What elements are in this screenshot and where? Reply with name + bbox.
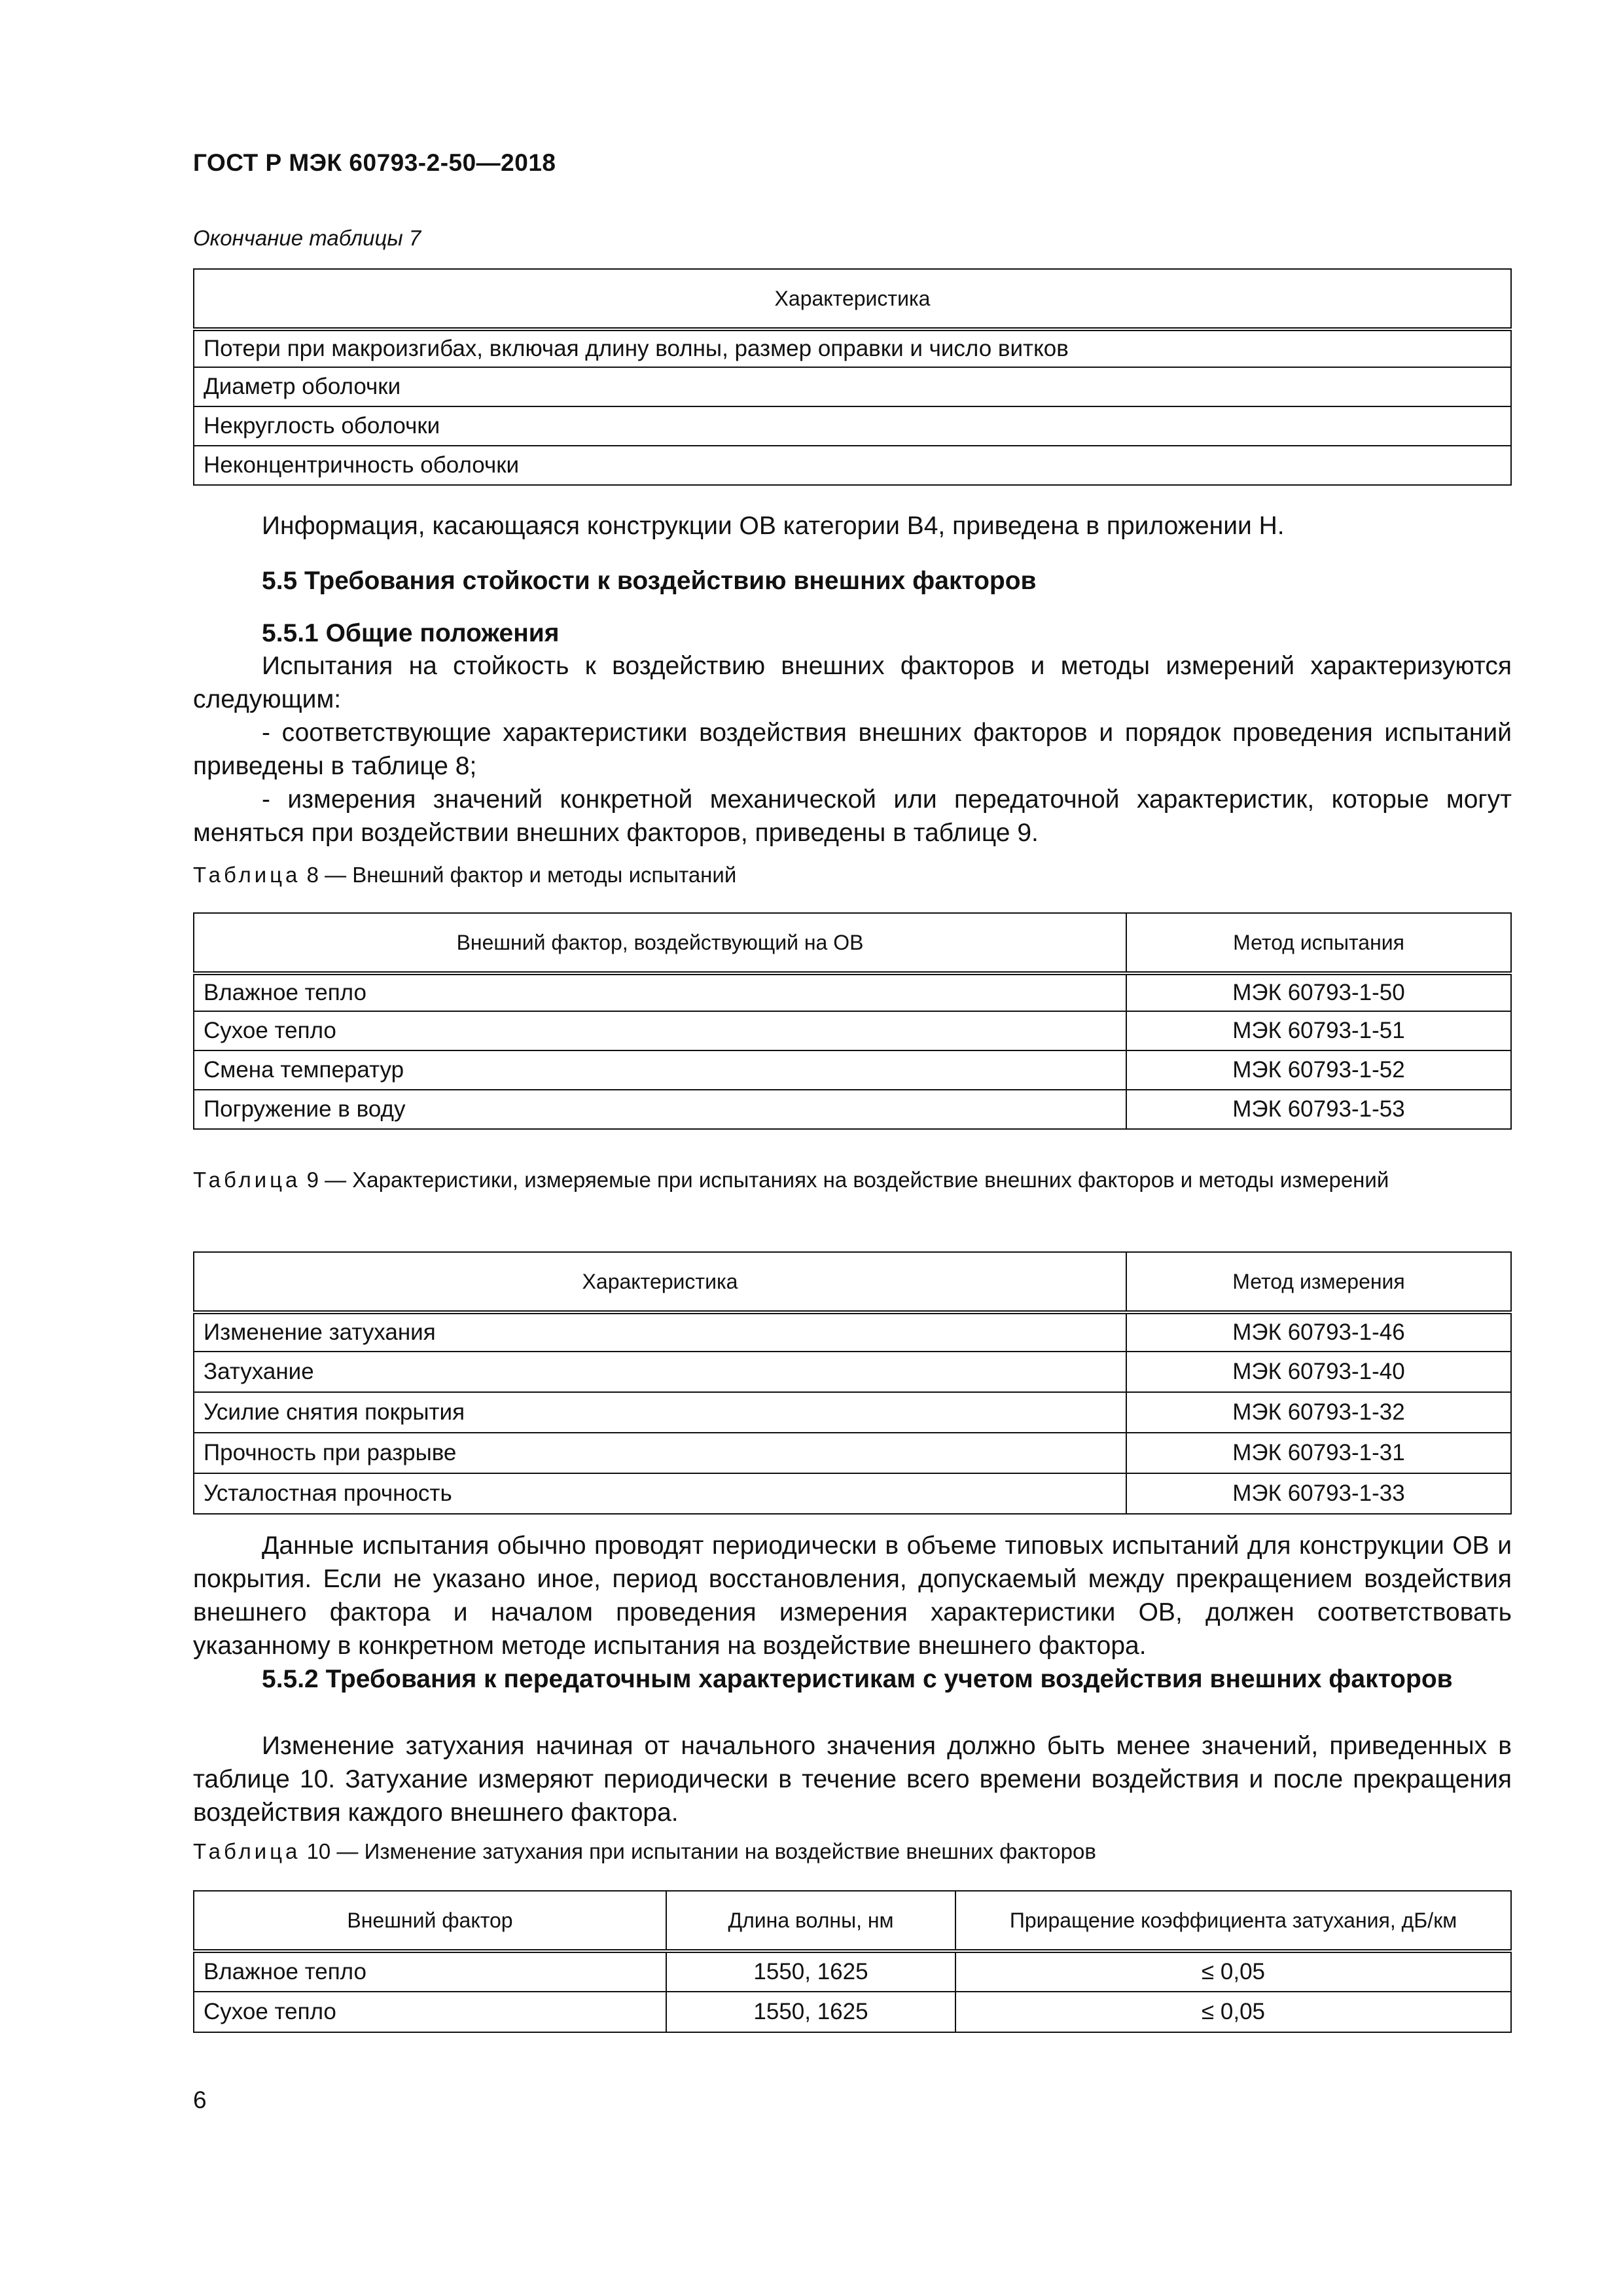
table-9-caption-label: Таблица bbox=[193, 1168, 301, 1192]
table-cell: МЭК 60793-1-51 bbox=[1126, 1011, 1511, 1050]
document-title: ГОСТ Р МЭК 60793-2-50—2018 bbox=[193, 149, 556, 176]
table-cell: МЭК 60793-1-53 bbox=[1126, 1090, 1511, 1129]
table-8 bbox=[193, 912, 1512, 1130]
table-7 bbox=[193, 268, 1512, 486]
table-cell: 1550, 1625 bbox=[666, 1951, 955, 1992]
table-cell: МЭК 60793-1-50 bbox=[1126, 973, 1511, 1011]
table-10-caption-text: 10 — Изменение затухания при испытании на воздействие внешних факторов bbox=[306, 1839, 1096, 1863]
table-7-caption: Окончание таблицы 7 bbox=[193, 226, 421, 250]
table-cell: Сухое тепло bbox=[194, 1992, 666, 2032]
table-7-header: Характеристика bbox=[194, 269, 1511, 329]
table-8-header-factor: Внешний фактор, воздействующий на ОВ bbox=[194, 913, 1126, 973]
table-9-caption bbox=[193, 1165, 1512, 1194]
table-8-caption-label: Таблица bbox=[193, 863, 301, 887]
table-cell: 1550, 1625 bbox=[666, 1992, 955, 2032]
table-cell: МЭК 60793-1-31 bbox=[1126, 1433, 1511, 1473]
table-cell: Сухое тепло bbox=[194, 1011, 1126, 1050]
table-9-header-characteristic: Характеристика bbox=[194, 1252, 1126, 1312]
table-10 bbox=[193, 1890, 1512, 2033]
table-cell: ≤ 0,05 bbox=[955, 1951, 1511, 1992]
table-row: Некруглость оболочки bbox=[194, 406, 1511, 446]
table-row: Неконцентричность оболочки bbox=[194, 446, 1511, 485]
section-5-5-2-heading: 5.5.2 Требования к передаточным характеристикам с учетом воздействия внешних факторов bbox=[262, 1665, 1453, 1693]
table-10-header-wavelength: Длина волны, нм bbox=[666, 1891, 955, 1951]
section-5-5-1-heading: 5.5.1 Общие положения bbox=[262, 619, 560, 647]
table-8-caption bbox=[193, 863, 736, 888]
table-cell: ≤ 0,05 bbox=[955, 1992, 1511, 2032]
table-cell: Погружение в воду bbox=[194, 1090, 1126, 1129]
table-9-header-method: Метод измерения bbox=[1126, 1252, 1511, 1312]
table-9-caption-text: 9 — Характеристики, измеряемые при испытаниях на воздействие внешних факторов и методы измерений bbox=[306, 1168, 1389, 1192]
table-row: Потери при макроизгибах, включая длину волны, размер оправки и число витков bbox=[194, 329, 1511, 367]
table-9 bbox=[193, 1251, 1512, 1515]
table-10-header-attenuation: Приращение коэффициента затухания, дБ/км bbox=[955, 1891, 1511, 1951]
table-cell: Усилие снятия покрытия bbox=[194, 1392, 1126, 1433]
table-cell: МЭК 60793-1-32 bbox=[1126, 1392, 1511, 1433]
table-cell: Усталостная прочность bbox=[194, 1473, 1126, 1514]
table-cell: Изменение затухания bbox=[194, 1312, 1126, 1352]
table-cell: МЭК 60793-1-33 bbox=[1126, 1473, 1511, 1514]
table-cell: Смена температур bbox=[194, 1050, 1126, 1090]
tests-intro-paragraph: Испытания на стойкость к воздействию внешних факторов и методы измерений характеризуются следующим: bbox=[193, 652, 1512, 713]
table-8-caption-text: 8 — Внешний фактор и методы испытаний bbox=[306, 863, 737, 887]
table-cell: Влажное тепло bbox=[194, 973, 1126, 1011]
bullet-item: - соответствующие характеристики воздействия внешних факторов и порядок проведения испытаний приведены в таблице 8; bbox=[193, 719, 1512, 780]
table-10-header-factor: Внешний фактор bbox=[194, 1891, 666, 1951]
section-5-5-heading: 5.5 Требования стойкости к воздействию внешних факторов bbox=[262, 567, 1037, 595]
table-cell: МЭК 60793-1-52 bbox=[1126, 1050, 1511, 1090]
table-10-caption-label: Таблица bbox=[193, 1839, 301, 1863]
attenuation-paragraph: Изменение затухания начиная от начального значения должно быть менее значений, приведенных в таблице 10. Затухание измеряют периодически в течение всего времени воздействия и после прекращения воздействия каждого внешнего фактора. bbox=[193, 1732, 1512, 1827]
bullet-item: - измерения значений конкретной механической или передаточной характеристик, которые могут меняться при воздействии внешних факторов, приведены в таблице 9. bbox=[193, 785, 1512, 847]
data-tests-paragraph: Данные испытания обычно проводят периодически в объеме типовых испытаний для конструкции ОВ и покрытия. Если не указано иное, период восстановления, допускаемый между прекращением воздействия внешнего фактора и началом проведения измерения характеристики ОВ, должен соответствовать указанному в конкретном методе испытания на воздействие внешнего фактора. bbox=[193, 1532, 1512, 1660]
table-10-caption bbox=[193, 1839, 1096, 1864]
table-cell: Затухание bbox=[194, 1352, 1126, 1392]
table-8-header-method: Метод испытания bbox=[1126, 913, 1511, 973]
page-number: 6 bbox=[193, 2087, 207, 2113]
table-cell: МЭК 60793-1-40 bbox=[1126, 1352, 1511, 1392]
table-cell: Влажное тепло bbox=[194, 1951, 666, 1992]
table-cell: Прочность при разрыве bbox=[194, 1433, 1126, 1473]
table-row: Диаметр оболочки bbox=[194, 367, 1511, 406]
table-cell: МЭК 60793-1-46 bbox=[1126, 1312, 1511, 1352]
info-paragraph: Информация, касающаяся конструкции ОВ категории В4, приведена в приложении Н. bbox=[262, 512, 1285, 540]
